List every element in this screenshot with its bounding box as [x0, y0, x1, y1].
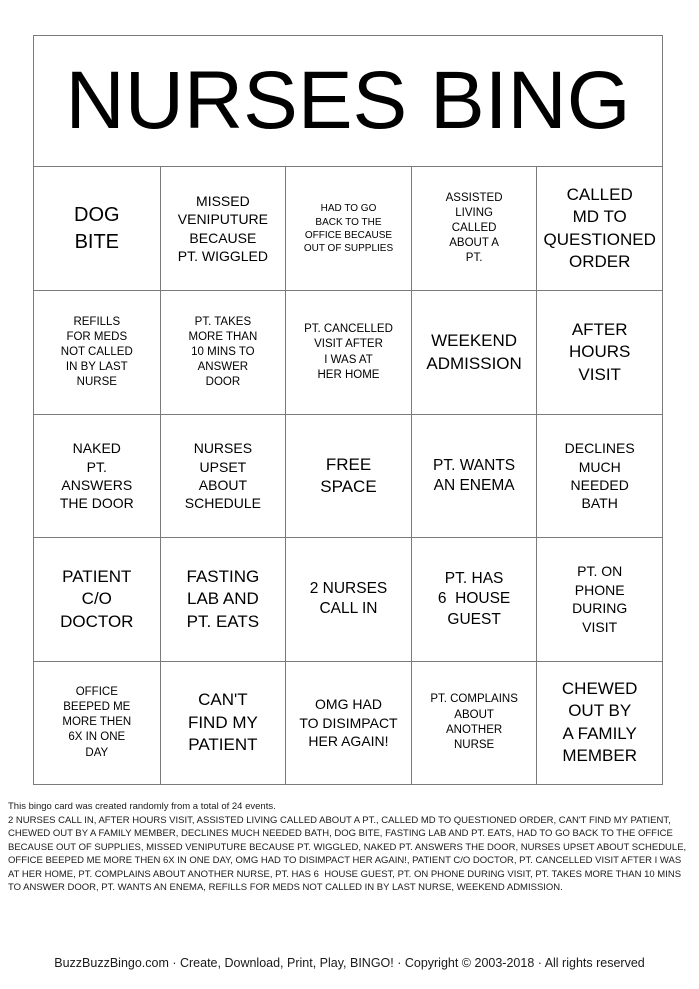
bingo-cell [160, 290, 286, 413]
bingo-cell-line: 6X IN ONE [68, 731, 126, 744]
bingo-cell [34, 414, 160, 537]
bingo-cell [34, 290, 160, 413]
description-intro: This bingo card was created randomly from a total of 24 events. [8, 801, 276, 812]
bingo-cell [536, 167, 662, 290]
bingo-cell [34, 661, 160, 784]
bingo-cell-line: LAB AND [186, 589, 259, 609]
bingo-cell-line: FREE [325, 454, 372, 474]
bingo-cell-line: IN BY LAST [65, 361, 128, 374]
bingo-cell-line: REFILLS [73, 315, 121, 328]
bingo-cell-line: BECAUSE [189, 229, 257, 246]
bingo-cell [285, 537, 411, 660]
bingo-cell-line: HER AGAIN! [308, 733, 389, 750]
bingo-cell-line: LIVING [455, 206, 493, 219]
bingo-cell-line: PT. HAS [444, 569, 504, 587]
bingo-cell [34, 537, 160, 660]
bingo-cell [411, 661, 537, 784]
bingo-cell-line: ABOUT [454, 708, 494, 721]
bingo-cell-line: CALLED [451, 222, 497, 235]
bingo-cell-line: PT. CANCELLED [304, 323, 393, 336]
bingo-cell-line: BATH [581, 495, 618, 512]
bingo-cell-line: DOG [74, 204, 120, 227]
bingo-cell [536, 537, 662, 660]
bingo-cell-line: VISIT [578, 364, 621, 384]
description-events-list: 2 NURSES CALL IN, AFTER HOURS VISIT, ASSISTED LIVING CALLED ABOUT A PT., CALLED MD TO QUESTIONED ORDER, CAN'T FIND MY PATIENT, CHEWED OUT BY A FAMILY MEMBER, DECLINES MUCH NEEDED BATH, DOG BITE, FASTING LAB AND PT. EATS, HAD TO GO BACK TO THE OFFICE BECAUSE OUT OF SUPPLIES, MISSED VENIPUTURE BECAUSE PT. WIGGLED, NAKED PT. ANSWERS THE DOOR, NURSES UPSET ABOUT SCHEDULE, OFFICE BEEPED ME MORE THEN 6X IN ONE DAY, OMG HAD TO DISIMPACT HER AGAIN!, PATIENT C/O DOCTOR, PT. CANCELLED VISIT AFTER I WAS AT HER HOME, PT. COMPLAINS ABOUT ANOTHER NURSE, PT. HAS 6 HOUSE GUEST, PT. ON PHONE DURING VISIT, PT. TAKES MORE THAN 10 MINS TO ANSWER DOOR, PT. WANTS AN ENEMA, REFILLS FOR MEDS NOT CALLED IN BY LAST NURSE, WEEKEND ADMISSION. [8, 814, 689, 893]
bingo-cell-line: PT. [86, 458, 107, 475]
bingo-cell-line: MEMBER [562, 746, 637, 766]
bingo-cell-line: ASSISTED [445, 191, 503, 204]
bingo-cell-line: PT. WANTS [433, 456, 516, 474]
bingo-cell-line: DURING [572, 600, 628, 617]
bingo-cell-line: NOT CALLED [60, 346, 133, 358]
bingo-cell-line: QUESTIONED [543, 229, 656, 249]
bingo-cell [285, 290, 411, 413]
bingo-cell-line: AN ENEMA [433, 476, 515, 494]
bingo-cell-line: NAKED [72, 440, 121, 457]
bingo-cell-line: PATIENT [62, 566, 132, 586]
bingo-cell-line: 2 NURSES [309, 579, 388, 597]
page-footer: BuzzBuzzBingo.com · Create, Download, Print, Play, BINGO! · Copyright © 2003-2018 · All rights reserved [54, 956, 645, 970]
bingo-cell-line: MORE THAN [188, 330, 258, 343]
bingo-cell-line: PT. ON [577, 563, 623, 580]
bingo-cell-line: VISIT AFTER [314, 338, 383, 351]
bingo-cell-line: VENIPUTURE [177, 211, 268, 228]
bingo-cell-line: PT. COMPLAINS [430, 693, 518, 706]
bingo-cell-line: 10 MINS TO [191, 346, 255, 358]
bingo-cell-line: PT. WIGGLED [177, 248, 268, 265]
bingo-cell-line: CHEWED [561, 678, 638, 698]
bingo-cell-line: OFFICE [75, 685, 118, 698]
bingo-cell-line: DECLINES [564, 440, 635, 457]
bingo-cell-line: ADMISSION [426, 353, 522, 373]
bingo-cell-line: MD TO [572, 207, 627, 227]
bingo-cell-line: FIND MY [187, 712, 258, 732]
bingo-cell [34, 167, 160, 290]
bingo-cell-line: HAD TO GO [320, 203, 377, 215]
bingo-cell-line: I WAS AT [324, 353, 373, 366]
bingo-cell-line: PATIENT [188, 735, 258, 755]
bingo-cell-line: UPSET [199, 458, 247, 475]
bingo-grid [34, 167, 662, 784]
bingo-cell-line: HOURS [568, 342, 631, 362]
bingo-cell-line: PHONE [574, 581, 625, 598]
bingo-cell [160, 167, 286, 290]
bingo-cell [536, 661, 662, 784]
bingo-cell [160, 537, 286, 660]
bingo-cell-line: OFFICE BECAUSE [304, 229, 393, 241]
bingo-cell-line: 6 HOUSE [437, 590, 511, 608]
bingo-cell-line: DOOR [205, 376, 241, 389]
bingo-cell-line: ABOUT [198, 476, 247, 493]
bingo-cell-line: FOR MEDS [66, 330, 128, 343]
bingo-cell-line: VISIT [582, 618, 618, 635]
bingo-cell-line: FASTING [186, 566, 260, 586]
bingo-cell-line: HER HOME [317, 368, 380, 381]
bingo-cell [411, 167, 537, 290]
bingo-card [33, 35, 663, 785]
bingo-cell [411, 414, 537, 537]
bingo-cell-line: NURSE [76, 376, 117, 389]
bingo-cell-line: OUT BY [568, 701, 632, 721]
bingo-cell [536, 290, 662, 413]
bingo-cell [160, 661, 286, 784]
bingo-cell-line: SPACE [320, 476, 377, 496]
bingo-cell-line: A FAMILY [562, 723, 637, 743]
bingo-cell-line: MISSED [196, 192, 250, 209]
bingo-cell-line: SCHEDULE [184, 495, 262, 512]
bingo-cell-line: C/O [81, 589, 112, 609]
bingo-cell-line: BACK TO THE [315, 216, 382, 228]
bingo-cell-line: GUEST [447, 610, 501, 628]
bingo-cell-line: PT. [465, 252, 483, 265]
bingo-cell [160, 414, 286, 537]
bingo-cell-line: TO DISIMPACT [299, 714, 398, 731]
bingo-cell-line: CAN'T [198, 690, 248, 710]
bingo-cell-line: DOCTOR [60, 611, 134, 631]
bingo-card-header [34, 36, 662, 167]
bingo-cell-line: AFTER [571, 319, 628, 339]
bingo-cell-line: ANSWERS [61, 476, 133, 493]
bingo-cell-line: PT. TAKES [194, 315, 252, 328]
bingo-cell [411, 290, 537, 413]
bingo-cell [536, 414, 662, 537]
bingo-cell [285, 414, 411, 537]
bingo-cell-line: DAY [85, 746, 109, 759]
bingo-cell [285, 661, 411, 784]
bingo-cell-line: ANOTHER [445, 723, 503, 736]
bingo-cell-line: BEEPED ME [63, 701, 131, 714]
card-title: NURSES BING [65, 55, 631, 146]
bingo-cell-line: CALL IN [319, 600, 378, 618]
card-description [8, 800, 694, 895]
bingo-cell-line: MUCH [578, 458, 621, 475]
bingo-cell-line: ANSWER [197, 361, 249, 374]
bingo-cell-line: MORE THEN [62, 716, 132, 729]
bingo-cell-line: OMG HAD [315, 696, 382, 713]
bingo-cell-line: THE DOOR [59, 495, 134, 512]
bingo-cell-line: PT. EATS [186, 611, 260, 631]
bingo-cell-line: NURSES [193, 440, 253, 457]
bingo-cell-line: ABOUT A [449, 237, 499, 250]
bingo-cell [285, 167, 411, 290]
bingo-cell-line: NURSE [453, 738, 495, 751]
bingo-cell-line: ORDER [568, 252, 631, 272]
bingo-cell-line: CALLED [566, 184, 633, 204]
bingo-cell [411, 537, 537, 660]
bingo-cell-line: OUT OF SUPPLIES [303, 242, 394, 254]
bingo-cell-line: BITE [74, 230, 120, 253]
bingo-cell-line: WEEKEND [431, 331, 518, 351]
bingo-cell-line: NEEDED [570, 476, 629, 493]
